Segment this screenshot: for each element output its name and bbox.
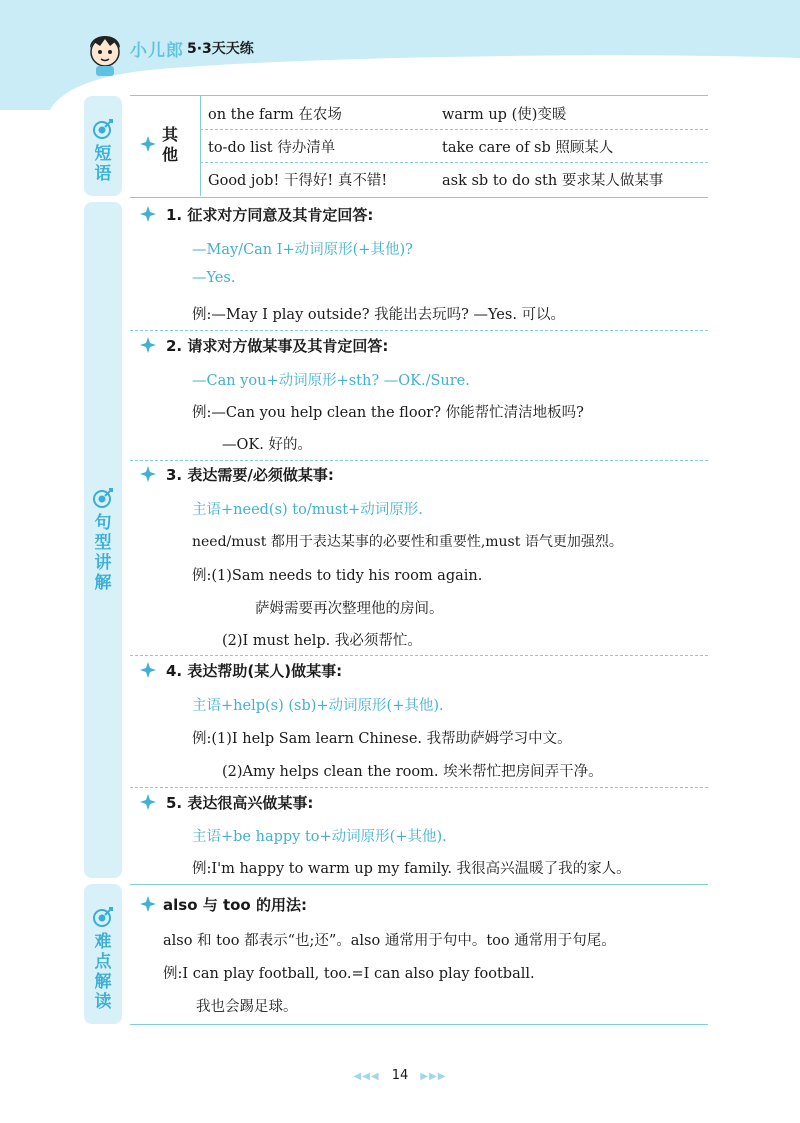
divider (200, 162, 708, 163)
star-icon (140, 206, 156, 222)
tab-sentences (84, 202, 122, 878)
sentence-heading: 1. 征求对方同意及其肯定回答: (166, 206, 374, 224)
page-footer (0, 1068, 800, 1083)
phrase-left: Good job! 干得好! 真不错! (208, 173, 388, 189)
target-icon (92, 118, 114, 140)
tab-phrases-label: 短语 (94, 144, 112, 184)
phrase-right: take care of sb 照顾某人 (442, 140, 614, 156)
divider (130, 197, 708, 198)
example-line: 例:—May I play outside? 我能出去玩吗? —Yes. 可以。 (192, 307, 566, 323)
example-line: (2)I must help. 我必须帮忙。 (222, 633, 422, 649)
page-number: 14 (391, 1068, 409, 1083)
difficult-heading: also 与 too 的用法: (163, 896, 307, 914)
divider (130, 787, 708, 788)
phrase-category: 其他 (162, 125, 179, 164)
target-icon (92, 906, 114, 928)
pattern-line: 主语+help(s) (sb)+动词原形(+其他). (192, 698, 444, 714)
divider (130, 884, 708, 885)
phrase-right: warm up (使)变暖 (442, 107, 567, 123)
sentence-heading: 5. 表达很高兴做某事: (166, 794, 314, 812)
star-icon (140, 337, 156, 353)
star-icon (140, 662, 156, 678)
sentence-heading: 2. 请求对方做某事及其肯定回答: (166, 337, 389, 355)
divider (130, 655, 708, 656)
difficult-line: 例:I can play football, too.=I can also play football. (163, 966, 535, 982)
tab-phrases (84, 96, 122, 196)
phrase-left: on the farm 在农场 (208, 107, 342, 123)
left-arrows-icon: ◀◀◀ (353, 1071, 380, 1082)
example-line: (2)Amy helps clean the room. 埃米帮忙把房间弄干净。 (222, 764, 603, 780)
divider (130, 95, 708, 96)
phrase-left: to-do list 待办清单 (208, 140, 336, 156)
example-line: 例:I'm happy to warm up my family. 我很高兴温暖了我的家人。 (192, 861, 631, 877)
divider (130, 460, 708, 461)
boy-logo-icon (82, 28, 128, 78)
example-line: 萨姆需要再次整理他的房间。 (255, 601, 444, 617)
right-arrows-icon: ▶▶▶ (420, 1071, 447, 1082)
series-title: 5·3天天练 (187, 41, 254, 57)
star-icon (140, 896, 156, 912)
divider (200, 96, 201, 196)
pattern-line: —Yes. (192, 270, 236, 286)
divider (200, 129, 708, 130)
example-line: 例:(1)I help Sam learn Chinese. 我帮助萨姆学习中文。 (192, 731, 572, 747)
star-icon (140, 794, 156, 810)
star-icon (140, 466, 156, 482)
divider (130, 330, 708, 331)
star-icon (140, 136, 156, 152)
target-icon (92, 487, 114, 509)
difficult-line: also 和 too 都表示“也;还”。also 通常用于句中。too 通常用于句尾。 (163, 933, 616, 949)
divider (130, 1024, 708, 1025)
tab-difficult (84, 884, 122, 1024)
sentence-heading: 3. 表达需要/必须做某事: (166, 466, 334, 484)
pattern-line: —Can you+动词原形+sth? —OK./Sure. (192, 373, 470, 389)
explanation-line: need/must 都用于表达某事的必要性和重要性,must 语气更加强烈。 (192, 534, 623, 550)
example-line: 例:—Can you help clean the floor? 你能帮忙清洁地板吗? (192, 405, 584, 421)
pattern-line: —May/Can I+动词原形(+其他)? (192, 242, 413, 258)
example-line: —OK. 好的。 (222, 437, 312, 453)
difficult-line: 我也会踢足球。 (196, 999, 298, 1015)
example-line: 例:(1)Sam needs to tidy his room again. (192, 568, 483, 584)
pattern-line: 主语+need(s) to/must+动词原形. (192, 502, 423, 518)
brand-name: 小儿郎 (130, 41, 184, 61)
phrase-right: ask sb to do sth 要求某人做某事 (442, 173, 664, 189)
tab-difficult-label: 难点解读 (94, 932, 112, 1012)
sentence-heading: 4. 表达帮助(某人)做某事: (166, 662, 343, 680)
tab-sentences-label: 句型讲解 (94, 513, 112, 593)
pattern-line: 主语+be happy to+动词原形(+其他). (192, 829, 447, 845)
